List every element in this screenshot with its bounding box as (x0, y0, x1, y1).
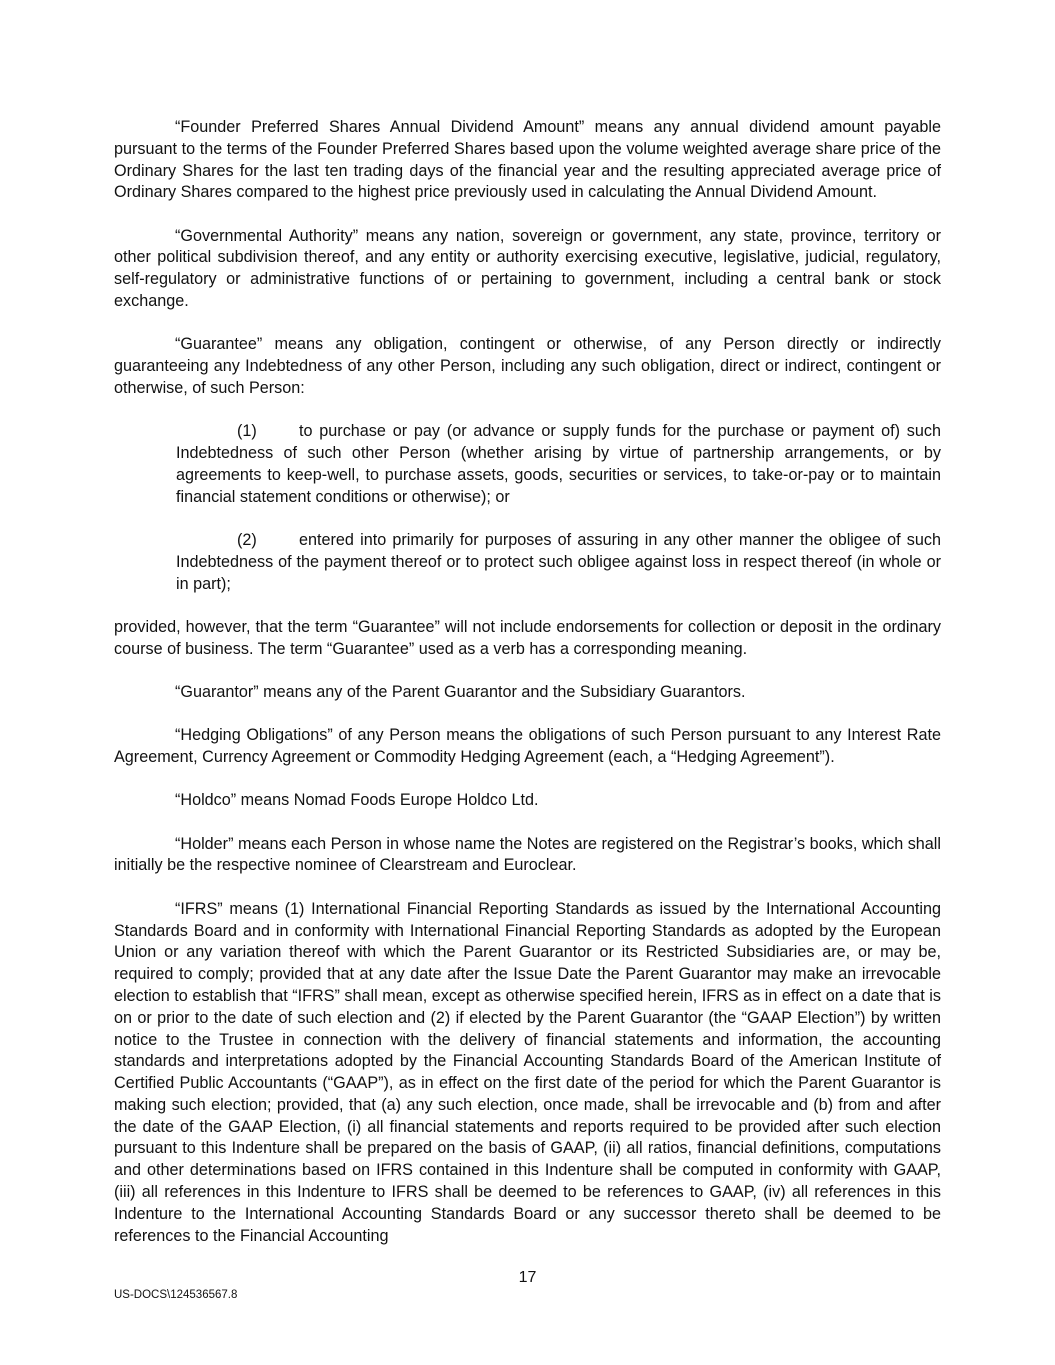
definition-founder-preferred-shares: “Founder Preferred Shares Annual Dividend Amount” means any annual dividend amount payable pursuant to the terms of the Founder Preferred Shares based upon the volume weighted average share price of the Ordinary Shares for the last ten trading days of the financial year and the resulting appreciated average price of Ordinary Shares compared to the highest price previously used in calculating the Annual Dividend Amount. (114, 118, 941, 202)
definition-hedging-obligations: “Hedging Obligations” of any Person means the obligations of such Person pursuant to any Interest Rate Agreement, Currency Agreement or Commodity Hedging Agreement (each, a “Hedging Agreement”). (114, 726, 941, 767)
definition-guarantor: “Guarantor” means any of the Parent Guarantor and the Subsidiary Guarantors. (175, 682, 746, 701)
sub-item-text: entered into primarily for purposes of assuring in any other manner the obligee of such Indebtedness of the payment thereof or to protect such obligee against loss in respect thereof (in whole or in part); (176, 530, 941, 593)
definition-ifrs: “IFRS” means (1) International Financial Reporting Standards as issued by the International Accounting Standards Board and in conformity with International Financial Reporting Standards as adopted by the European Union or any variation thereof with which the Parent Guarantor or its Restricted Subsidiaries are, or may be, required to comply; provided that at any date after the Issue Date the Parent Guarantor may make an irrevocable election to establish that “IFRS” shall mean, except as otherwise specified herein, IFRS as in effect on a date that is on or prior to the date of such election and (2) if elected by the Parent Guarantor (the “GAAP Election”) by written notice to the Trustee in connection with the delivery of financial statements and information, the accounting standards and interpretations adopted by the Financial Accounting Standards Board of the American Institute of Certified Public Accountants (“GAAP”), as in effect on the first date of the period for which the Parent Guarantor is making such election; provided, that (a) any such election, once made, shall be irrevocable and (b) from and after the date of the GAAP Election, (i) all financial statements and reports required to be provided after such election pursuant to this Indenture shall be prepared on the basis of GAAP, (ii) all ratios, financial definitions, computations and other determinations based on IFRS contained in this Indenture shall be computed in conformity with GAAP, (iii) all references in this Indenture to IFRS shall be deemed to be references to GAAP, (iv) all references in this Indenture to the International Accounting Standards Board or any successor thereto shall be deemed to be references to the Financial Accounting (114, 899, 941, 1245)
document-body (114, 117, 941, 1269)
definition-holdco: “Holdco” means Nomad Foods Europe Holdco Ltd. (175, 791, 539, 810)
guarantee-sub-item-2 (176, 530, 941, 595)
sub-item-number: (1) (237, 422, 257, 441)
definition-governmental-authority: “Governmental Authority” means any nation, sovereign or government, any state, province, territory or other political subdivision thereof, and any entity or authority exercising executive, legislative, judicial, regulatory, self-regulatory or administrative functions of or pertaining to government, including a central bank or stock exchange. (114, 226, 941, 311)
guarantee-continuation: provided, however, that the term “Guarantee” will not include endorsements for collection or deposit in the ordinary course of business. The term “Guarantee” used as a verb has a corresponding meaning. (114, 617, 941, 658)
definition-holder: “Holder” means each Person in whose name the Notes are registered on the Registrar’s books, which shall initially be the respective nominee of Clearstream and Euroclear. (114, 834, 941, 875)
page-number: 17 (518, 1269, 537, 1286)
document-id: US-DOCS\124536567.8 (114, 1289, 238, 1301)
definition-guarantee: “Guarantee” means any obligation, contingent or otherwise, of any Person directly or indirectly guaranteeing any Indebtedness of any other Person, including any such obligation, direct or indirect, contingent or otherwise, of such Person: (114, 335, 941, 397)
sub-item-text: to purchase or pay (or advance or supply funds for the purchase or payment of) such Indebtedness of such other Person (whether arising by virtue of partnership arrangements, or by agreements to keep-well, to purchase assets, goods, securities or services, to take-or-pay or to maintain financial statement conditions or otherwise); or (176, 422, 941, 506)
guarantee-sub-item-1 (176, 421, 941, 508)
sub-item-number: (2) (237, 530, 257, 549)
